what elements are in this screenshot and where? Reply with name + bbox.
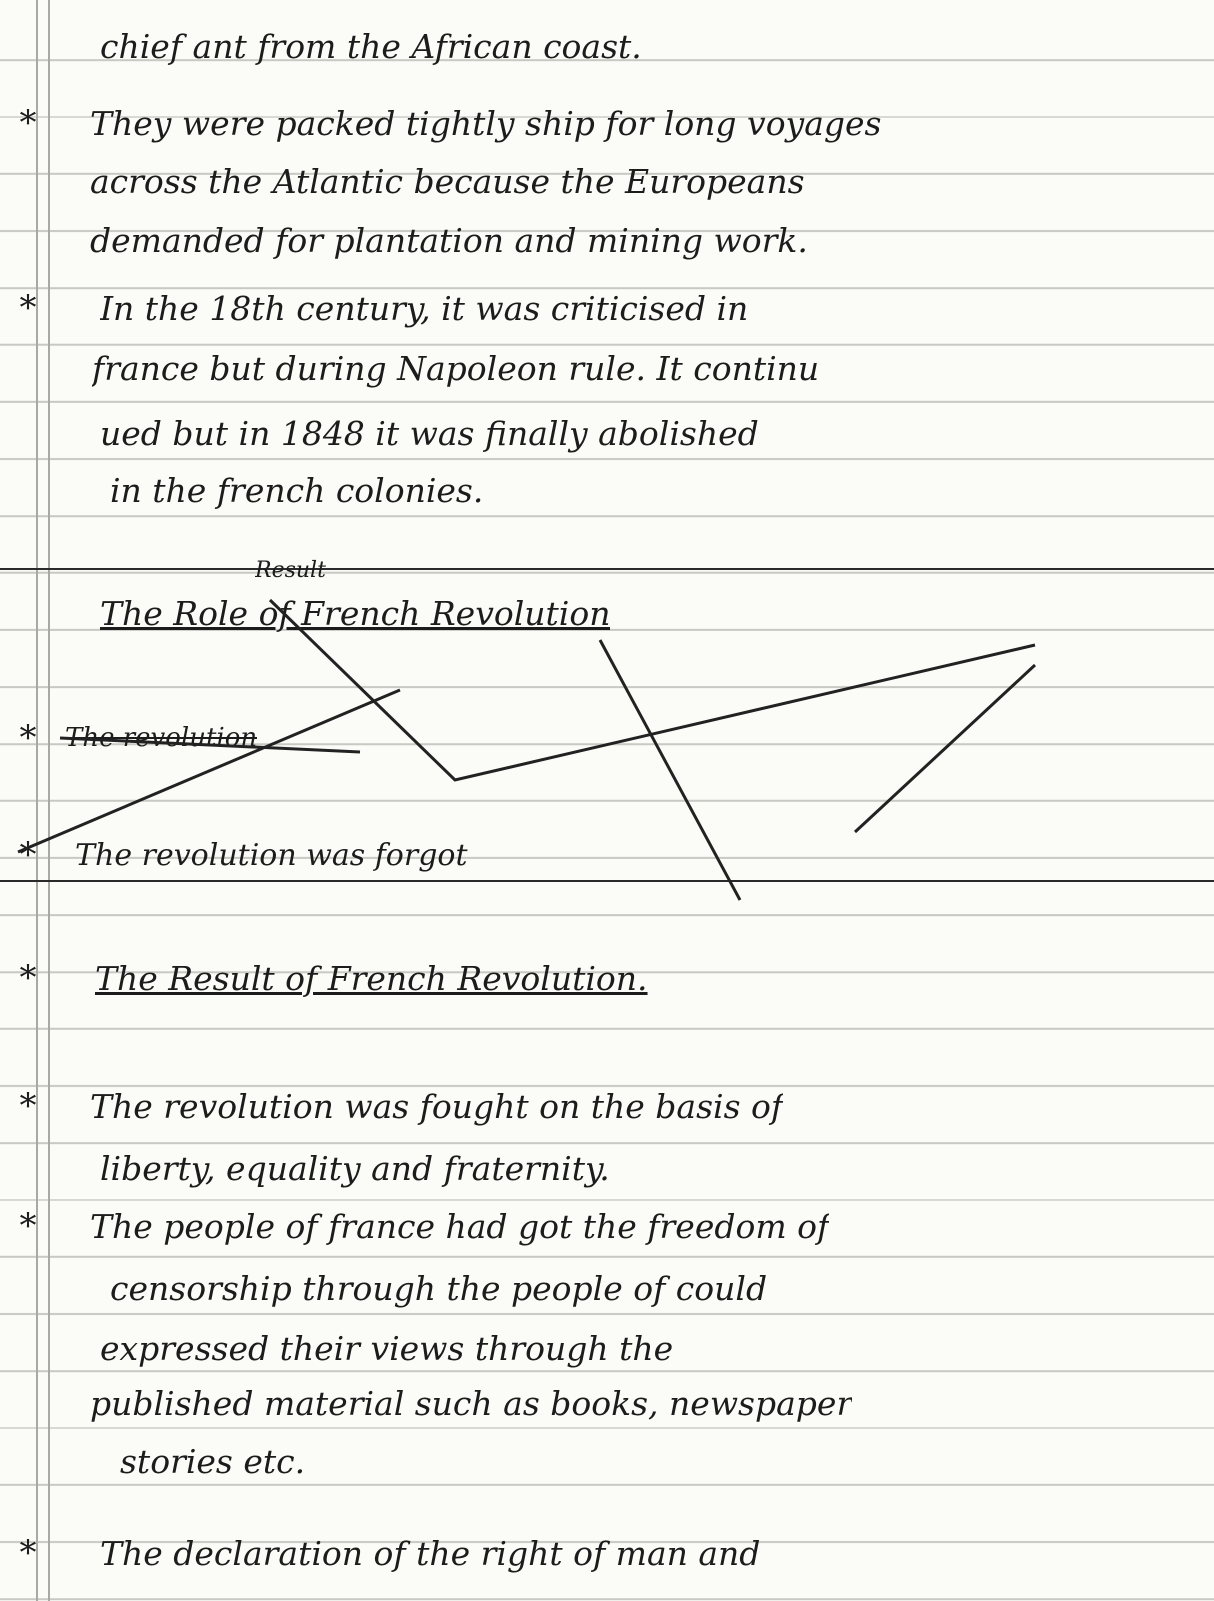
text-line bbox=[0, 950, 1214, 1007]
bullet-mark bbox=[8, 1320, 48, 1377]
bullet-mark: * bbox=[19, 1206, 37, 1246]
bullet-mark bbox=[8, 405, 48, 462]
handwritten-text: ued but in 1848 it was finally abolished bbox=[100, 414, 759, 453]
bullet-mark bbox=[8, 585, 48, 642]
bullet-mark bbox=[8, 1260, 48, 1317]
handwritten-text: In the 18th century, it was criticised in bbox=[100, 289, 749, 328]
handwritten-text: stories etc. bbox=[120, 1442, 306, 1481]
text-line bbox=[0, 1260, 1214, 1317]
text-line bbox=[0, 405, 1214, 462]
handwritten-text: demanded for plantation and mining work. bbox=[90, 221, 808, 260]
handwritten-text: expressed their views through the bbox=[100, 1329, 674, 1368]
divider-line bbox=[0, 880, 1214, 882]
bullet-mark bbox=[8, 1140, 48, 1197]
text-line bbox=[0, 827, 1214, 884]
bullet-mark bbox=[8, 153, 48, 210]
bullet-mark: * bbox=[19, 103, 37, 143]
text-line bbox=[0, 340, 1214, 397]
bullet-mark bbox=[8, 212, 48, 269]
text-line bbox=[0, 1140, 1214, 1197]
handwritten-text: The declaration of the right of man and bbox=[100, 1534, 761, 1573]
bullet-mark: * bbox=[19, 718, 37, 758]
section-heading-struck: The Role of French Revolution bbox=[100, 594, 611, 633]
handwritten-text: The revolution bbox=[65, 723, 258, 753]
text-line bbox=[0, 462, 1214, 519]
handwritten-text: across the Atlantic because the Europeans bbox=[90, 162, 805, 201]
bullet-mark bbox=[8, 462, 48, 519]
text-line bbox=[0, 1198, 1214, 1255]
bullet-mark: * bbox=[19, 1533, 37, 1573]
text-line bbox=[0, 1078, 1214, 1135]
handwritten-text: The people of france had got the freedom of bbox=[90, 1207, 830, 1246]
bullet-mark bbox=[8, 18, 48, 75]
handwritten-text: chief ant from the African coast. bbox=[100, 27, 642, 66]
handwritten-text: The revolution was forgot bbox=[75, 838, 468, 873]
text-line bbox=[0, 212, 1214, 269]
text-line bbox=[0, 1433, 1214, 1490]
bullet-mark: * bbox=[19, 288, 37, 328]
handwritten-text: france but during Napoleon rule. It continu bbox=[92, 349, 820, 388]
handwritten-text: censorship through the people of could bbox=[110, 1269, 768, 1308]
text-line bbox=[0, 1320, 1214, 1377]
bullet-mark: * bbox=[19, 958, 37, 998]
bullet-mark bbox=[8, 1375, 48, 1432]
text-line bbox=[0, 280, 1214, 337]
bullet-mark: * bbox=[19, 835, 37, 875]
bullet-mark bbox=[8, 1433, 48, 1490]
text-line bbox=[0, 18, 1214, 75]
text-line bbox=[0, 1525, 1214, 1582]
text-line bbox=[0, 153, 1214, 210]
section-heading: The Result of French Revolution. bbox=[95, 959, 648, 998]
inserted-word: Result bbox=[255, 558, 326, 583]
bullet-mark: * bbox=[19, 1086, 37, 1126]
handwritten-text: liberty, equality and fraternity. bbox=[100, 1149, 610, 1188]
text-line bbox=[0, 585, 1214, 642]
handwritten-text: published material such as books, newspaper bbox=[90, 1384, 853, 1423]
bullet-mark bbox=[8, 340, 48, 397]
text-line bbox=[0, 1375, 1214, 1432]
handwritten-text: in the french colonies. bbox=[110, 471, 484, 510]
handwritten-text: The revolution was fought on the basis of bbox=[90, 1087, 784, 1126]
handwritten-text: They were packed tightly ship for long voyages bbox=[90, 104, 882, 143]
divider-line bbox=[0, 568, 1214, 570]
text-line bbox=[0, 95, 1214, 152]
text-line bbox=[0, 710, 1214, 767]
